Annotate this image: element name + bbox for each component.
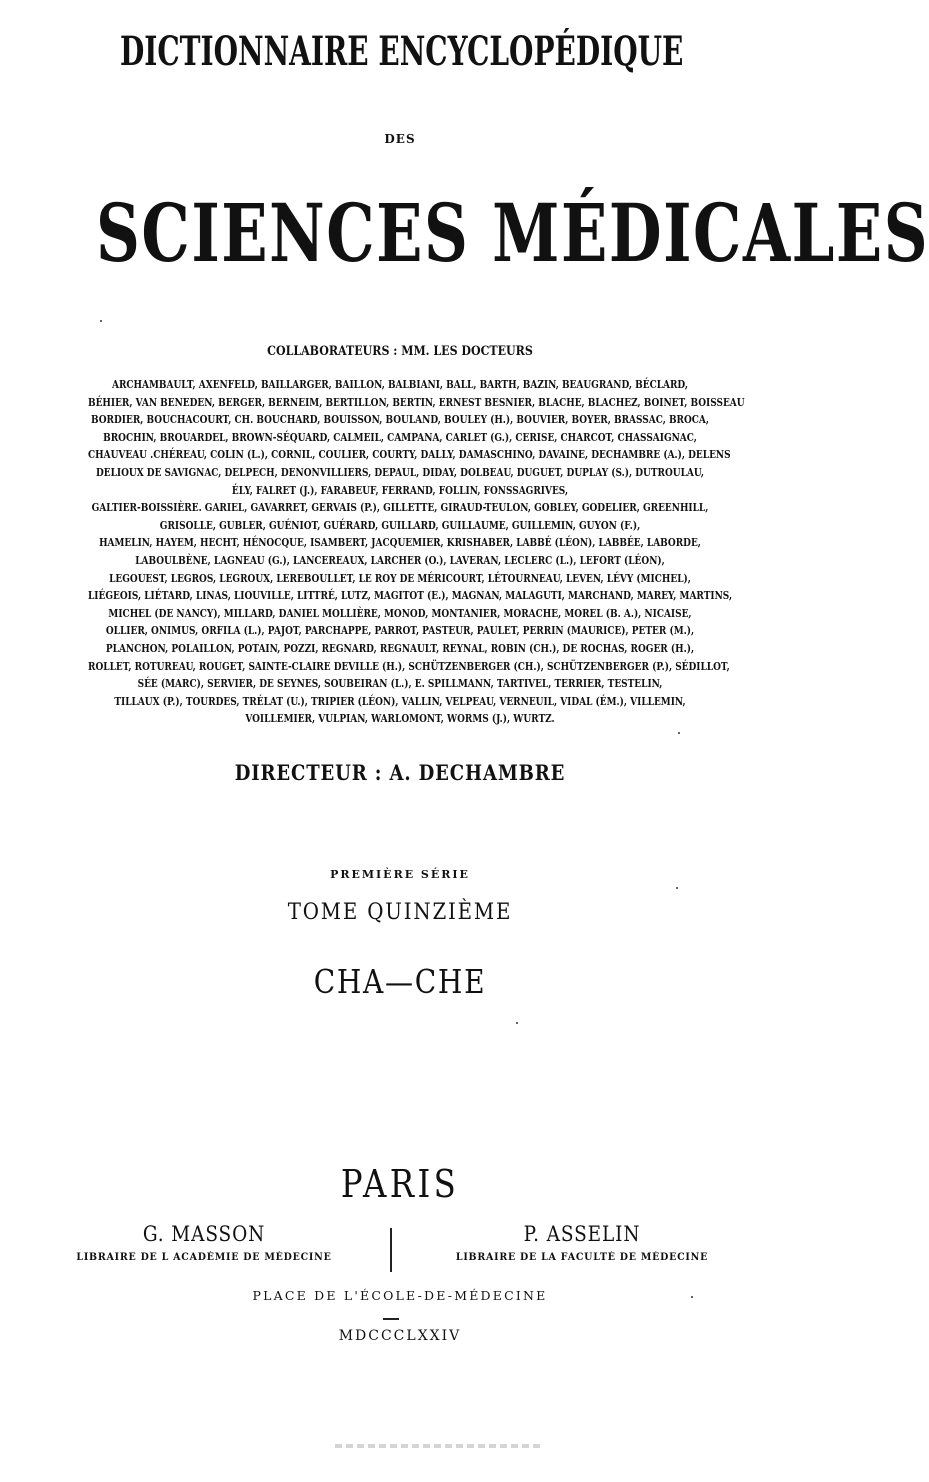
- collaborators-line: GALTIER-BOISSIÈRE. GARIEL, GAVARRET, GERVAIS (P.), GILLETTE, GIRAUD-TEULON, GOBLEY, GODELIER, GREENHILL,: [91, 500, 709, 515]
- bleed-through-mark: [335, 1444, 540, 1448]
- collaborators-line: LEGOUEST, LEGROS, LEGROUX, LEREBOULLET, LE ROY DE MÉRICOURT, LÉTOURNEAU, LEVEN, LÉVY (MICHEL),: [109, 570, 691, 585]
- collaborators-line: TILLAUX (P.), TOURDES, TRÉLAT (U.), TRIPIER (LÉON), VALLIN, VELPEAU, VERNEUIL, VIDAL (ÉM.), VILLEMIN,: [114, 693, 686, 708]
- collaborators-line: PLANCHON, POLAILLON, POTAIN, POZZI, REGNARD, REGNAULT, REYNAL, ROBIN (CH.), DE ROCHAS, ROGER (H.),: [105, 640, 695, 655]
- ornamental-rule: [383, 1318, 399, 1320]
- collaborators-line: OLLIER, ONIMUS, ORFILA (L.), PAJOT, PARCHAPPE, PARROT, PASTEUR, PAULET, PERRIN (MAURICE), PETER (M.),: [105, 623, 695, 638]
- collaborators-line: DELIOUX DE SAVIGNAC, DELPECH, DENONVILLIERS, DEPAUL, DIDAY, DOLBEAU, DUGUET, DUPLAY (S.), DUTROULAU,: [95, 464, 705, 479]
- publisher-divider: [390, 1228, 392, 1272]
- collaborators-line: LABOULBÈNE, LAGNEAU (G.), LANCEREAUX, LARCHER (O.), LAVERAN, LECLERC (L.), LEFORT (LÉON),: [135, 552, 665, 567]
- collaborators-line: MICHEL (DE NANCY), MILLARD, DANIEL MOLLIÈRE, MONOD, MONTANIER, MORACHE, MOREL (B. A.), NICAISE,: [108, 605, 692, 620]
- subject-title: SCIENCES MÉDICALES: [96, 186, 929, 280]
- collaborators-line: LIÉGEOIS, LIÉTARD, LINAS, LIOUVILLE, LITTRÉ, LUTZ, MAGITOT (E.), MAGNAN, MALAGUTI, MARCHAND, MAREY, MARTINS,: [88, 588, 733, 603]
- collaborators-line: CHAUVEAU .CHÉREAU, COLIN (L.), CORNIL, COULIER, COURTY, DALLY, DAMASCHINO, DAVAINE, DECHAMBRE (A.), DELENS: [88, 447, 731, 462]
- director-line: DIRECTEUR : A. DECHAMBRE: [234, 760, 566, 785]
- publication-year: MDCCCLXXIV: [338, 1328, 462, 1344]
- publisher-name: G. MASSON: [142, 1222, 266, 1246]
- collaborators-line: SÉE (MARC), SERVIER, DE SEYNES, SOUBEIRAN (L.), E. SPILLMANN, TARTIVEL, TERRIER, TESTELIN,: [137, 676, 663, 691]
- publisher-right: [402, 1220, 762, 1263]
- publisher-subtitle: LIBRAIRE DE L ACADÉMIE DE MÉDECINE: [76, 1252, 332, 1263]
- collaborators-line: VOILLEMIER, VULPIAN, WARLOMONT, WORMS (J.), WURTZ.: [245, 711, 555, 726]
- publisher-name: P. ASSELIN: [523, 1222, 641, 1246]
- collaborators-line: ÉLY, FALRET (J.), FARABEUF, FERRAND, FOLLIN, FONSSAGRIVES,: [231, 482, 569, 497]
- publishers-block: [0, 1220, 800, 1280]
- collaborators-line: ROLLET, ROTUREAU, ROUGET, SAINTE-CLAIRE DEVILLE (H.), SCHÜTZENBERGER (CH.), SCHÜTZENBERGER (P.), SÉDILLOT,: [88, 658, 730, 673]
- collaborators-line: HAMELIN, HAYEM, HECHT, HÉNOCQUE, ISAMBERT, JACQUEMIER, KRISHABER, LABBÉ (LÉON), LABBÉE, LABORDE,: [99, 535, 701, 550]
- collaborators-line: ARCHAMBAULT, AXENFELD, BAILLARGER, BAILLON, BALBIANI, BALL, BARTH, BAZIN, BEAUGRAND, BÉCLARD,: [111, 377, 689, 391]
- print-speck: [691, 1296, 693, 1298]
- publisher-subtitle: LIBRAIRE DE LA FACULTÉ DE MÉDECINE: [455, 1252, 709, 1263]
- print-speck: [676, 887, 678, 889]
- publisher-address: PLACE DE L'ÉCOLE-DE-MÉDECINE: [252, 1288, 548, 1303]
- print-speck: [516, 1022, 518, 1024]
- publication-city: PARIS: [340, 1162, 460, 1206]
- collaborators-line: BÉHIER, VAN BENEDEN, BERGER, BERNEIM, BERTILLON, BERTIN, ERNEST BESNIER, BLACHE, BLACHEZ, BOINET, BOISSEAU: [88, 394, 745, 409]
- collaborators-list: [0, 376, 800, 728]
- dictionary-title: DICTIONNAIRE ENCYCLOPÉDIQUE: [120, 28, 684, 75]
- collaborators-line: BROCHIN, BROUARDEL, BROWN-SÉQUARD, CALMEIL, CAMPANA, CARLET (G.), CERISE, CHARCOT, CHASSAIGNAC,: [103, 429, 697, 444]
- tome-label: TOME QUINZIÈME: [287, 900, 513, 925]
- series-label: PREMIÈRE SÉRIE: [330, 868, 470, 881]
- collaborators-header: COLLABORATEURS : MM. LES DOCTEURS: [267, 344, 533, 359]
- collaborators-line: GRISOLLE, GUBLER, GUÉNIOT, GUÉRARD, GUILLARD, GUILLAUME, GUILLEMIN, GUYON (F.),: [159, 517, 641, 532]
- print-speck: [100, 320, 102, 322]
- volume-range: CHA—CHE: [313, 962, 487, 1001]
- title-connector: DES: [384, 132, 416, 146]
- collaborators-line: BORDIER, BOUCHACOURT, CH. BOUCHARD, BOUISSON, BOULAND, BOULEY (H.), BOUVIER, BOYER, BRASSAC, BROCA,: [90, 412, 710, 427]
- print-speck: [678, 732, 680, 734]
- publisher-left: [24, 1220, 384, 1263]
